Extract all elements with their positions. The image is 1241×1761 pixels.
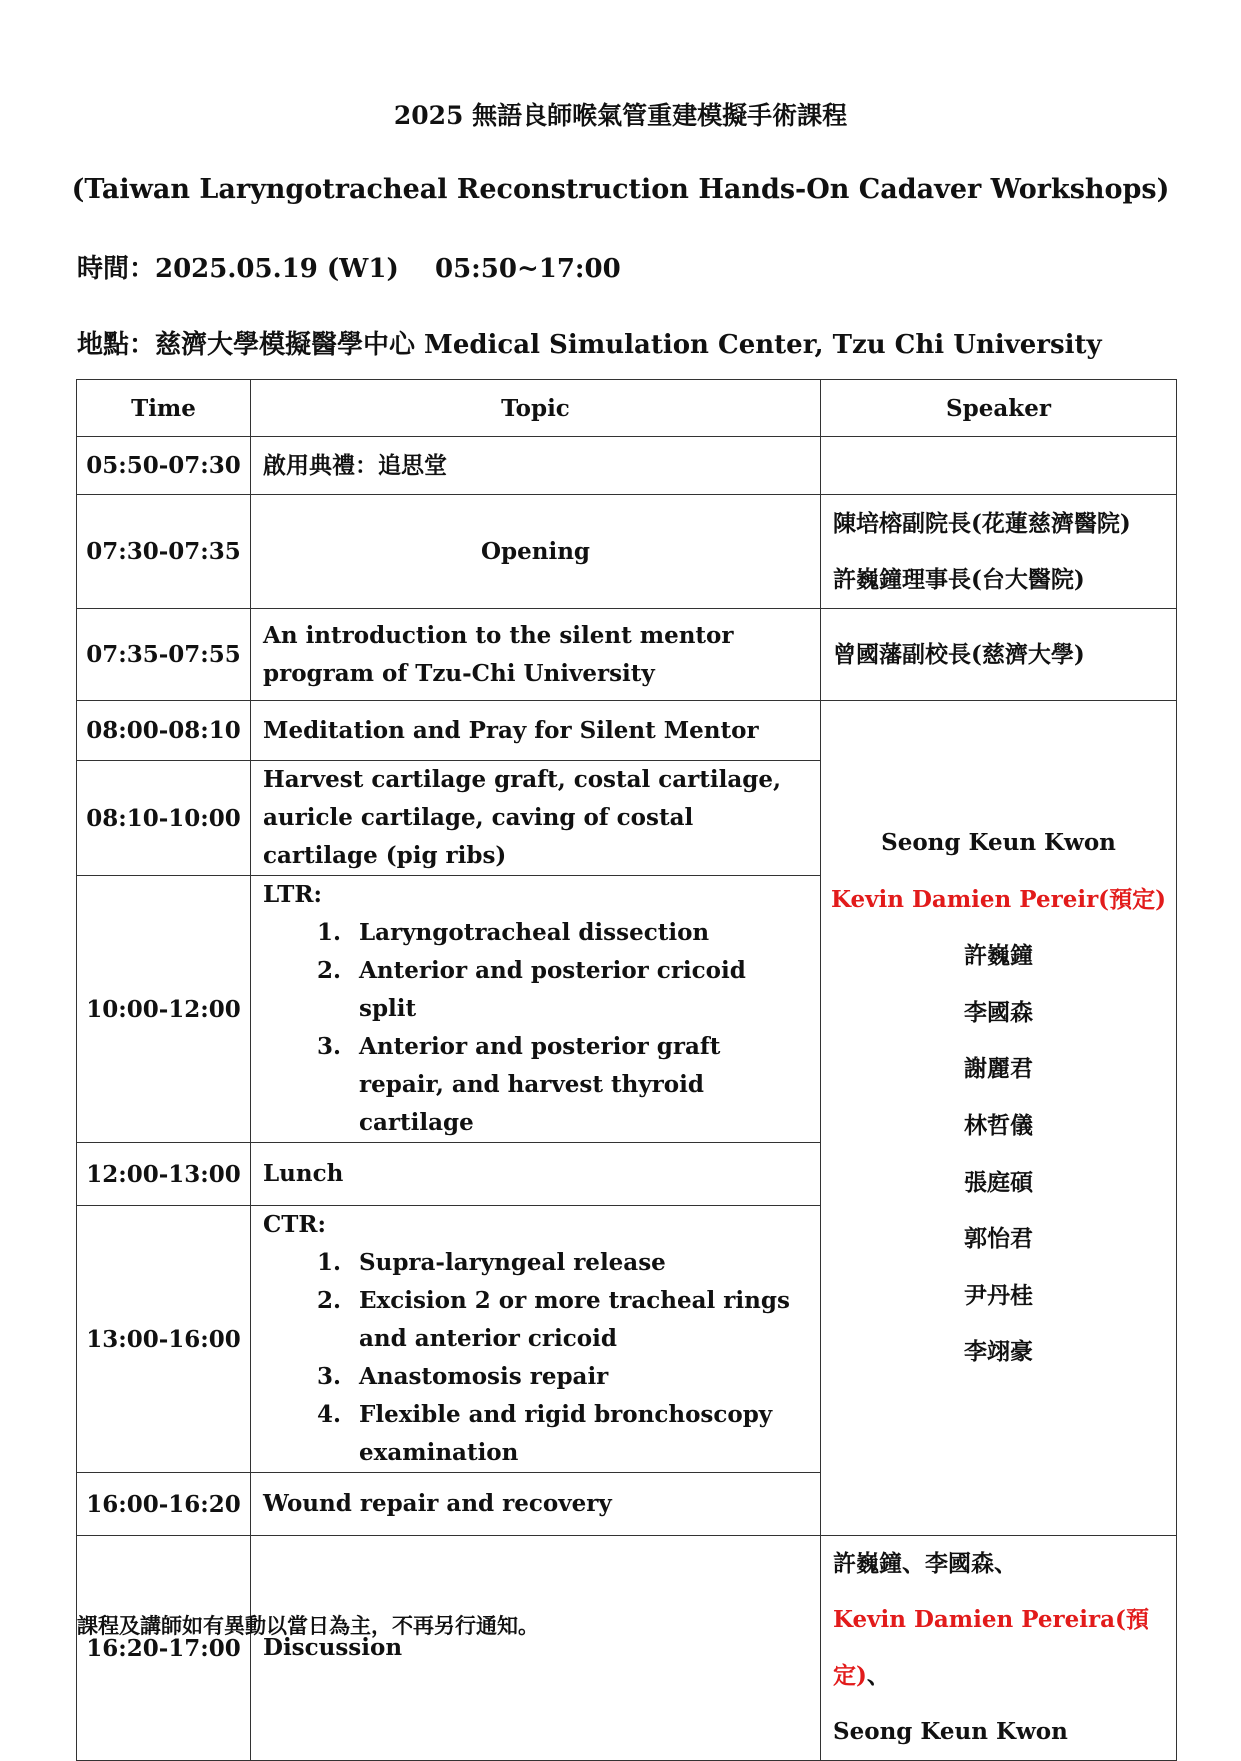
speaker-name: Seong Keun Kwon	[833, 1718, 1068, 1745]
speaker-name: 林哲儀	[964, 1112, 1033, 1139]
list-item: 1. Laryngotracheal dissection	[349, 914, 808, 952]
topic-item-list	[263, 914, 808, 1142]
topic-cell: Meditation and Pray for Silent Mentor	[251, 701, 821, 761]
speaker-name: 許巍鐘理事長(台大醫院)	[833, 565, 1085, 593]
table-row	[77, 609, 1177, 701]
list-item: 1. Supra-laryngeal release	[349, 1244, 808, 1282]
topic-heading: CTR:	[263, 1211, 327, 1238]
time-cell: 10:00-12:00	[77, 876, 251, 1143]
time-cell: 05:50-07:30	[77, 437, 251, 495]
table-row	[77, 701, 1177, 761]
speaker-cell	[821, 437, 1177, 495]
topic-cell: An introduction to the silent mentor program of Tzu-Chi University	[251, 609, 821, 701]
topic-item-list	[263, 1244, 808, 1472]
time-cell: 12:00-13:00	[77, 1143, 251, 1206]
time-cell: 08:10-10:00	[77, 761, 251, 876]
speaker-name: Kevin Damien Pereir(預定)	[831, 885, 1166, 913]
topic-cell: Harvest cartilage graft, costal cartilage, auricle cartilage, caving of costal cartilage (pig ribs)	[251, 761, 821, 876]
topic-cell: 啟用典禮：追思堂	[251, 437, 821, 495]
topic-cell: Discussion	[251, 1536, 821, 1761]
speaker-name: 李國森	[964, 998, 1033, 1026]
location-line: 地點：慈濟大學模擬醫學中心 Medical Simulation Center, Tzu Chi University	[77, 330, 1102, 360]
list-item: 3. Anterior and posterior graft repair, and harvest thyroid cartilage	[349, 1028, 808, 1142]
column-header-speaker: Speaker	[821, 380, 1177, 437]
speaker-name-line	[833, 1592, 1164, 1704]
title-english: (Taiwan Laryngotracheal Reconstruction Hands-On Cadaver Workshops)	[71, 174, 1170, 205]
speaker-name: Kevin Damien Pereira(預定)	[833, 1606, 1149, 1689]
topic-heading: LTR:	[263, 881, 323, 908]
table-row	[77, 1536, 1177, 1761]
speaker-name: 謝麗君	[964, 1055, 1033, 1083]
separator: 、	[866, 1662, 890, 1689]
time-cell: 07:35-07:55	[77, 609, 251, 701]
time-cell: 07:30-07:35	[77, 495, 251, 609]
time-line: 時間：2025.05.19 (W1) 05:50~17:00	[77, 254, 621, 284]
group-speaker-list	[821, 815, 1176, 1421]
speaker-cell	[821, 1536, 1177, 1761]
table-row	[77, 437, 1177, 495]
time-cell: 16:00-16:20	[77, 1473, 251, 1536]
group-speaker-cell	[821, 701, 1177, 1536]
column-header-topic: Topic	[251, 380, 821, 437]
speaker-name: 陳培榕副院長(花蓮慈濟醫院)	[833, 509, 1131, 537]
speaker-name: 郭怡君	[964, 1225, 1033, 1253]
list-item: 2. Anterior and posterior cricoid split	[349, 952, 808, 1028]
column-header-time: Time	[77, 380, 251, 437]
time-cell: 16:20-17:00	[77, 1536, 251, 1761]
speaker-name: Seong Keun Kwon	[881, 829, 1116, 857]
table-row	[77, 495, 1177, 609]
speaker-name: 許巍鐘	[964, 942, 1033, 970]
speaker-cell	[821, 495, 1177, 609]
list-item: 4. Flexible and rigid bronchoscopy examination	[349, 1396, 808, 1472]
time-cell: 08:00-08:10	[77, 701, 251, 761]
topic-cell: Opening	[251, 495, 821, 609]
speaker-name: 李翊豪	[964, 1338, 1033, 1366]
schedule-table	[76, 379, 1177, 1761]
topic-cell: Lunch	[251, 1143, 821, 1206]
speaker-name: 張庭碩	[964, 1168, 1033, 1196]
speaker-name: 尹丹桂	[964, 1281, 1033, 1309]
topic-cell	[251, 1206, 821, 1473]
title-chinese: 2025 無語良師喉氣管重建模擬手術課程	[393, 101, 848, 130]
list-item: 2. Excision 2 or more tracheal rings and anterior cricoid	[349, 1282, 808, 1358]
footnote: 課程及講師如有異動以當日為主，不再另行通知。	[77, 1613, 539, 1638]
topic-cell	[251, 876, 821, 1143]
list-item: 3. Anastomosis repair	[349, 1358, 808, 1396]
table-header-row	[77, 380, 1177, 437]
topic-cell: Wound repair and recovery	[251, 1473, 821, 1536]
speaker-cell: 曾國藩副校長(慈濟大學)	[821, 609, 1177, 701]
time-cell: 13:00-16:00	[77, 1206, 251, 1473]
speaker-name: 許巍鐘、李國森、	[833, 1550, 1017, 1577]
